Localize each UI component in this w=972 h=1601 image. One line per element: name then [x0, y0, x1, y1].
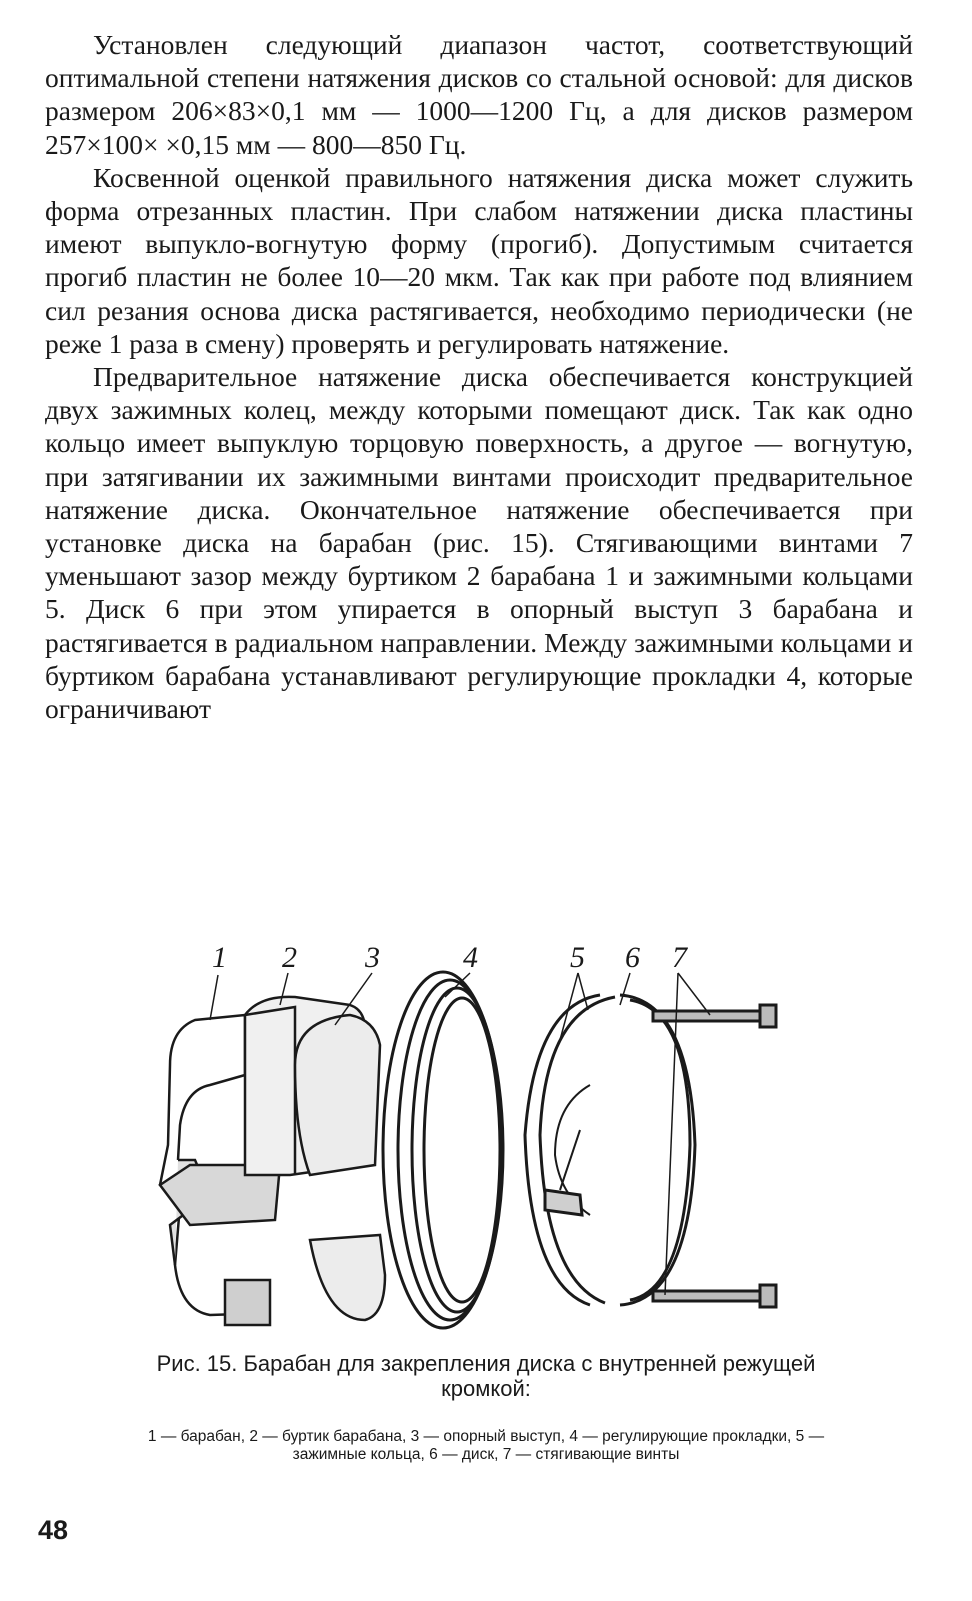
- paragraph-indirect-evaluation: Косвенной оценкой правильного натяжения диска может служить форма отрезанных пластин. При слабом натяжении диска пластины имеют выпукло-вогнутую форму (прогиб). Допустимым считается прогиб пластин не более 10—20 мкм. Так как при работе под влиянием сил резания основа диска растягивается, необходимо периодически (не реже 1 раза в смену) проверять и регулировать натяжение.: [45, 161, 913, 359]
- label-1: 1: [212, 941, 227, 974]
- drum-drawing: [150, 935, 790, 1345]
- page-number: 48: [38, 1515, 69, 1545]
- support-protrusion: [295, 1015, 385, 1320]
- label-7: 7: [672, 941, 687, 974]
- figure-legend: 1 — барабан, 2 — буртик барабана, 3 — опорный выступ, 4 — регулирующие прокладки, 5 — зажимные кольца, 6 — диск, 7 — стягивающие винты: [147, 1428, 825, 1463]
- paragraph-preliminary-tension: Предварительное натяжение диска обеспечивается конструкцией двух зажимных колец, между которыми помещают диск. Так как одно кольцо имеет выпуклую торцовую поверхность, а другое — вогнутую, при затягивании их зажимными винтами происходит предварительное натяжение диска. Окончательное натяжение обеспечивается при установке диска на барабан (рис. 15). Стягивающими винтами 7 уменьшают зазор между буртиком 2 барабана 1 и зажимными кольцами 5. Диск 6 при этом упирается в опорный выступ 3 барабана и растягивается в радиальном направлении. Между зажимными кольцами и буртиком барабана устанавливают регулирующие прокладки 4, которые ограничивают: [45, 361, 913, 725]
- label-4: 4: [463, 941, 478, 974]
- label-2: 2: [282, 941, 297, 974]
- figure-drum-illustration: [150, 935, 790, 1345]
- body-text: [45, 28, 913, 725]
- label-5: 5: [570, 941, 585, 974]
- figure-caption: Рис. 15. Барабан для закрепления диска с внутренней режущей кромкой:: [156, 1351, 816, 1401]
- adjusting-gaskets: [383, 972, 503, 1328]
- label-3: 3: [365, 941, 380, 974]
- clamping-rings-and-disk: [525, 995, 695, 1305]
- paragraph-frequency-range: Установлен следующий диапазон частот, соответствующий оптимальной степени натяжения дисков со стальной основой: для дисков размером 206×83×0,1 мм — 1000—1200 Гц, а для дисков размером 257×100× ×0,15 мм — 800—850 Гц.: [45, 29, 913, 160]
- label-6: 6: [625, 941, 640, 974]
